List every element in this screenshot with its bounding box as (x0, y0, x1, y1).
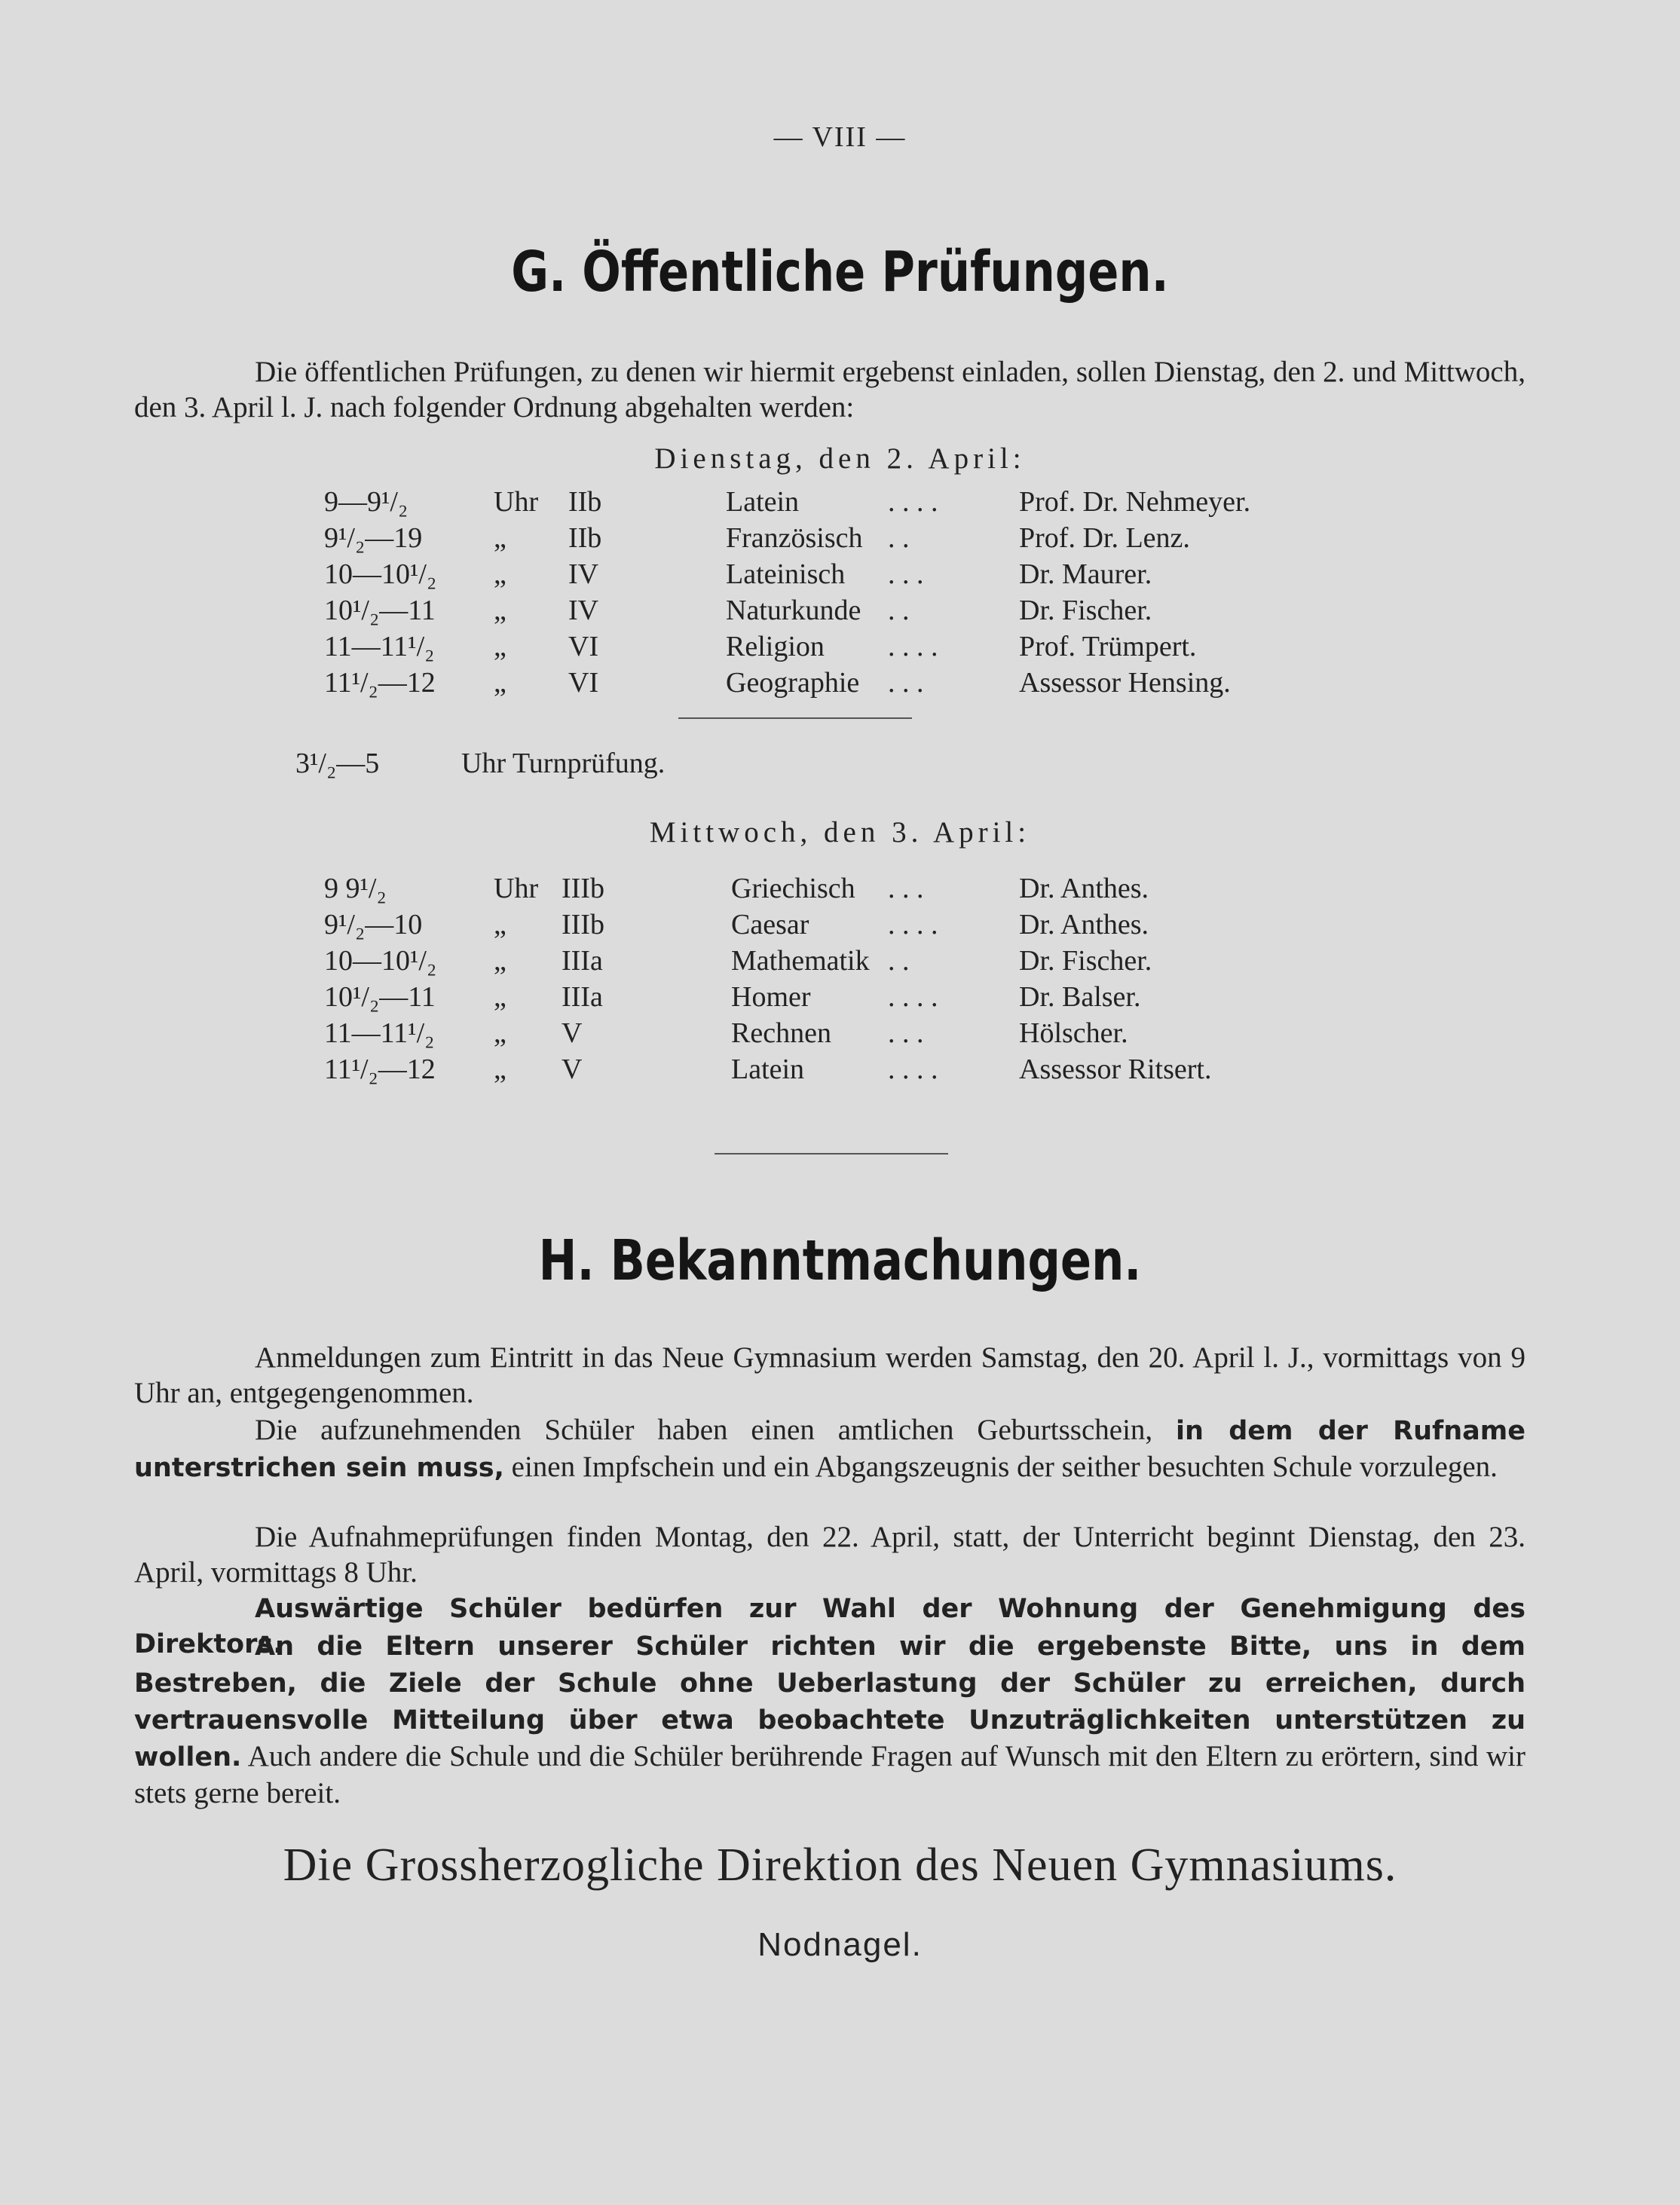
schedule-teacher: Dr. Balser. (1019, 981, 1141, 1013)
schedule-cls: IIIa (562, 981, 603, 1013)
schedule-unit: „ (494, 1054, 506, 1085)
schedule-time: 11—11¹/₂ (324, 1017, 435, 1049)
schedule-dots: . . . (888, 873, 924, 904)
section-g-title: G. Öffentliche Prüfungen. (511, 240, 1169, 304)
page-number: — VIII — (773, 121, 907, 153)
signature-institution: Die Grossherzogliche Direktion des Neuen Gymnasiums. (283, 1840, 1397, 1891)
schedule-dots: . . . . (888, 631, 938, 662)
schedule-row (0, 871, 1680, 906)
schedule-row (0, 1016, 1680, 1051)
schedule-time: 9—9¹/₂ (324, 486, 409, 518)
schedule-dots: . . . (888, 667, 924, 699)
divider (715, 1153, 948, 1154)
schedule-time: 9¹/₂—19 (324, 522, 423, 554)
schedule-unit: „ (494, 909, 506, 940)
schedule-subject: Naturkunde (726, 595, 861, 626)
schedule-time: 11¹/₂—12 (324, 1054, 436, 1085)
schedule-cls: IIIb (562, 909, 604, 940)
schedule-time: 10—10¹/₂ (324, 558, 437, 590)
schedule-teacher: Dr. Anthes. (1019, 909, 1149, 940)
gym-exam-text: Uhr Turnprüfung. (461, 748, 666, 779)
section-h-p3: Die Aufnahmeprüfungen finden Montag, den 22. April, statt, der Unterricht beginnt Dienstag, den 23. April, vormittags 8 Uhr. (134, 1521, 1525, 1589)
day2-label: Mittwoch, den 3. April: (649, 816, 1031, 849)
schedule-cls: IIb (568, 486, 602, 518)
schedule-dots: . . (888, 595, 910, 626)
schedule-time: 9 9¹/₂ (324, 873, 387, 904)
schedule-teacher: Assessor Ritsert. (1019, 1054, 1212, 1085)
schedule-dots: . . . . (888, 486, 938, 518)
schedule-unit: „ (494, 1017, 506, 1049)
schedule-teacher: Prof. Dr. Nehmeyer. (1019, 486, 1251, 518)
schedule-time: 10—10¹/₂ (324, 945, 437, 977)
schedule-time: 11¹/₂—12 (324, 667, 436, 699)
schedule-unit: „ (494, 558, 506, 590)
schedule-cls: IIb (568, 522, 602, 554)
schedule-dots: . . . . (888, 1054, 938, 1085)
schedule-unit: „ (494, 631, 506, 662)
schedule-cls: IV (568, 595, 599, 626)
schedule-teacher: Prof. Dr. Lenz. (1019, 522, 1190, 554)
schedule-row (0, 943, 1680, 978)
bold-text: in dem der Rufname unterstrichen sein muss, (134, 1416, 1525, 1483)
schedule-dots: . . . (888, 1017, 924, 1049)
schedule-row (0, 485, 1680, 519)
schedule-row (0, 907, 1680, 942)
schedule-row (0, 1052, 1680, 1087)
schedule-teacher: Prof. Trümpert. (1019, 631, 1197, 662)
schedule-time: 11—11¹/₂ (324, 631, 435, 662)
schedule-subject: Lateinisch (726, 558, 846, 590)
bold-text: An die Eltern unserer Schüler richten wir die ergebenste Bitte, uns in dem Bestreben, die Ziele der Schule ohne Ueberlastung der Schüler zu erreichen, durch vertrauensvolle Mitteilung über etwa beobachtete Unzuträglichkeiten unterstützen zu wollen. (134, 1632, 1525, 1772)
signature-name: Nodnagel. (757, 1926, 923, 1963)
schedule-unit: „ (494, 981, 506, 1013)
schedule-dots: . . (888, 945, 910, 977)
schedule-row (0, 629, 1680, 664)
schedule-unit: „ (494, 522, 506, 554)
schedule-cls: IV (568, 558, 599, 590)
schedule-subject: Mathematik (731, 945, 870, 977)
schedule-time: 9¹/₂—10 (324, 909, 423, 940)
gym-exam-row (0, 746, 1680, 781)
schedule-teacher: Dr. Maurer. (1019, 558, 1152, 590)
schedule-cls: IIIa (562, 945, 603, 977)
schedule-dots: . . . (888, 558, 924, 590)
schedule-subject: Griechisch (731, 873, 855, 904)
schedule-dots: . . (888, 522, 910, 554)
schedule-row (0, 593, 1680, 628)
schedule-unit: „ (494, 595, 506, 626)
schedule-subject: Geographie (726, 667, 860, 699)
schedule-subject: Caesar (731, 909, 809, 940)
schedule-unit: Uhr (494, 486, 539, 518)
section-g-intro: Die öffentlichen Prüfungen, zu denen wir hiermit ergebenst einladen, sollen Dienstag, den 2. und Mittwoch, den 3. April l. J. nach folgender Ordnung abgehalten werden: (134, 356, 1525, 424)
schedule-row (0, 980, 1680, 1014)
schedule-teacher: Dr. Fischer. (1019, 595, 1152, 626)
schedule-subject: Latein (726, 486, 800, 518)
schedule-subject: Homer (731, 981, 811, 1013)
schedule-unit: Uhr (494, 873, 539, 904)
divider (678, 717, 912, 719)
schedule-row (0, 521, 1680, 555)
schedule-subject: Rechnen (731, 1017, 831, 1049)
schedule-cls: VI (568, 667, 599, 699)
schedule-dots: . . . . (888, 981, 938, 1013)
schedule-unit: „ (494, 667, 506, 699)
schedule-subject: Latein (731, 1054, 805, 1085)
schedule-cls: V (562, 1017, 583, 1049)
section-h-title: H. Bekanntmachungen. (538, 1228, 1142, 1293)
section-h-p5: An die Eltern unserer Schüler richten wir die ergebenste Bitte, uns in dem Bestreben, die Ziele der Schule ohne Ueberlastung der Schüler zu erreichen, durch vertrauensvolle Mitteilung über etwa beobachtete Unzuträglichkeiten unterstützen zu wollen. Auch andere die Schule und die Schüler berührende Fragen auf Wunsch mit den Eltern zu erörtern, sind wir stets gerne bereit. (134, 1632, 1525, 1809)
gym-exam-time: 3¹/₂—5 (295, 748, 380, 779)
schedule-dots: . . . . (888, 909, 938, 940)
schedule-cls: IIIb (562, 873, 604, 904)
schedule-unit: „ (494, 945, 506, 977)
schedule-teacher: Hölscher. (1019, 1017, 1128, 1049)
schedule-cls: V (562, 1054, 583, 1085)
schedule-subject: Religion (726, 631, 825, 662)
schedule-row (0, 557, 1680, 592)
section-h-p2: Die aufzunehmenden Schüler haben einen amtlichen Geburtsschein, in dem der Rufname unterstrichen sein muss, einen Impfschein und ein Abgangszeugnis der seither besuchten Schule vorzulegen. (134, 1414, 1525, 1483)
section-h-p1: Anmeldungen zum Eintritt in das Neue Gymnasium werden Samstag, den 20. April l. J., vormittags von 9 Uhr an, entgegengenommen. (134, 1341, 1525, 1409)
schedule-cls: VI (568, 631, 599, 662)
schedule-teacher: Assessor Hensing. (1019, 667, 1231, 699)
schedule-time: 10¹/₂—11 (324, 595, 436, 626)
schedule-time: 10¹/₂—11 (324, 981, 436, 1013)
schedule-teacher: Dr. Fischer. (1019, 945, 1152, 977)
day1-label: Dienstag, den 2. April: (654, 442, 1026, 475)
schedule-subject: Französisch (726, 522, 863, 554)
schedule-teacher: Dr. Anthes. (1019, 873, 1149, 904)
section-h-p4: Auswärtige Schüler bedürfen zur Wahl der Wohnung der Genehmigung des Direktors. (134, 1594, 1525, 1659)
schedule-row (0, 665, 1680, 700)
